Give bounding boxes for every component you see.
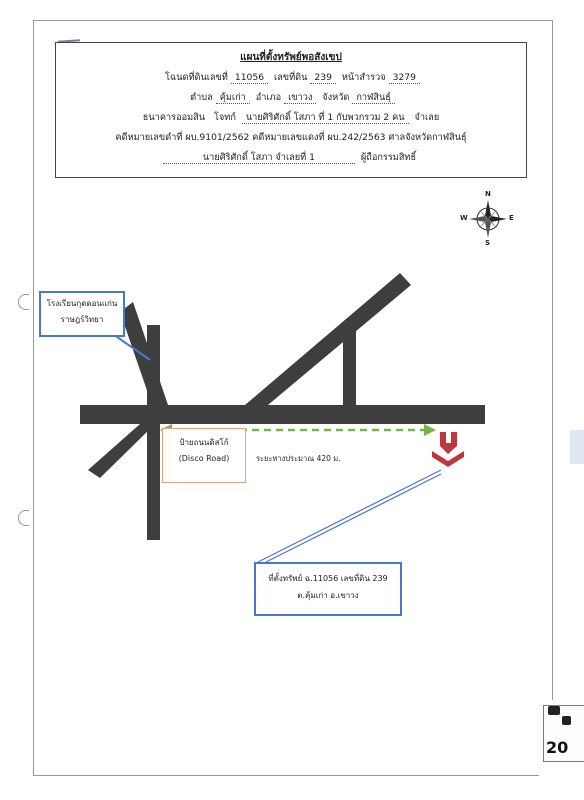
owner-row: นายศิริศักดิ์ โสภา จำเลยที่ 1 ผู้ถือกรรมสิทธิ์ [56,148,526,168]
school-label-box [39,291,125,337]
province: กาฬสินธุ์ [352,92,395,104]
compass-n: N [485,190,491,198]
page-number: 20 [546,738,569,757]
arrow-head-right-icon [424,424,436,436]
pointer-line [258,470,441,562]
page-edge [570,430,584,464]
deed-number: 11056 [231,72,268,84]
road-sign-english: (Disco Road) [178,454,230,463]
diagonal-road-right [245,273,411,405]
owner: นายศิริศักดิ์ โสภา จำเลยที่ 1 [163,152,355,164]
main-road [80,405,485,424]
road-sign-thai: ป้ายถนนดิสโก้ [179,438,229,447]
compass-w: W [460,214,468,222]
deed-row: โฉนดที่ดินเลขที่ 11056 เลขที่ดิน 239 หน้าสำรวจ 3279 [56,68,526,88]
property-line-1: ที่ตั้งทรัพย์ ฉ.11056 เลขที่ดิน 239 [268,574,388,583]
location-row: ตำบล คุ้มเก่า อำเภอ เขาวง จังหวัด กาฬสินธุ์ [56,88,526,108]
tambon: คุ้มเก่า [216,92,250,104]
parties-row: ธนาคารออมสิน โจทก์ นายศิริศักดิ์ โสภา ที่ 1 กับพวกรวม 2 คน จำเลย [142,112,440,123]
survey-number: 3279 [389,72,420,84]
property-line-2: ต.คุ้มเก่า อ.เขาวง [297,591,359,600]
distance-label: ระยะทางประมาณ 420 ม. [256,454,341,463]
pointer-line [266,474,441,562]
road-sign-box [162,428,246,483]
property-label-box [254,562,402,616]
branch-road [343,318,356,405]
school-label: โรงเรียนกุดดอนแก่น ราษฎร์วิทยา [46,299,118,324]
amphoe: เขาวง [284,92,316,104]
property-marker-icon [440,432,457,454]
defendant: นายศิริศักดิ์ โสภา ที่ 1 กับพวกรวม 2 คน [242,112,409,124]
diagonal-road-left [120,302,168,405]
corner-mark [548,706,560,715]
compass-s: S [485,239,491,247]
case-row: คดีหมายเลขดำที่ ผบ.9101/2562 คดีหมายเลขแดงที่ ผบ.242/2563 ศาลจังหวัดกาฬสินธุ์ [115,132,467,143]
diagonal-road-lower [88,424,155,478]
corner-mark [562,716,571,725]
compass-e: E [509,214,514,222]
land-number: 239 [310,72,336,84]
map-title: แผนที่ตั้งทรัพย์พอสังเขป [240,52,342,63]
